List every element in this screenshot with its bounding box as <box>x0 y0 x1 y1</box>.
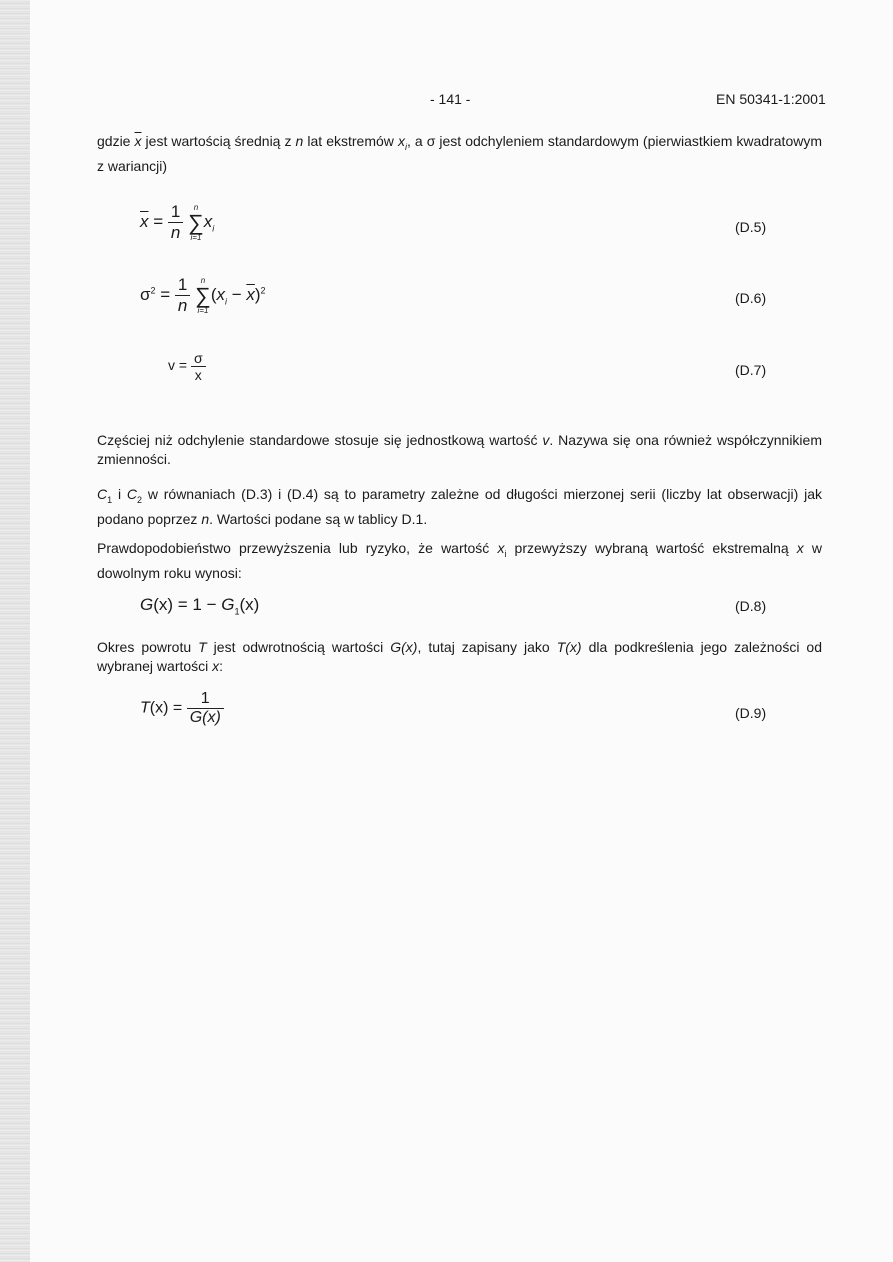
equation-label-d9: (D.9) <box>735 705 767 721</box>
equation-label-d5: (D.5) <box>735 219 767 235</box>
paragraph-3: $C_1$ i $C_2$ w równaniach (D.3) i (D.4) są to parametry zależne od długości mierzonej serii (liczby lat obserwacji) jak podano poprzez n. Wartości podane są w tablicy D.1. <box>97 486 822 527</box>
equation-label-d8: (D.8) <box>735 598 767 614</box>
equation-label-d6: (D.6) <box>735 290 767 306</box>
equation-d7: v = $\frac{\sigma}{x}$ <box>168 350 206 383</box>
equation-d8: $G(x) = 1 - G_1(x)$ <box>140 595 260 617</box>
equation-d9: T(x) = $\frac{1}{G(x)}$ <box>140 690 224 727</box>
equation-label-d7: (D.7) <box>735 362 767 378</box>
paragraph-1: gdzie $\overline{x}$ jest wartością średnią z n lat ekstremów $x_i$, a σ jest odchyleniem standardowym (pierwiastkiem kwadratowym z wariancji) <box>97 133 823 174</box>
equation-d6: $\sigma^2$ = $\frac{1}{n}$ n ∑ i=1 $(x_i - \overline{x})^2$ <box>140 275 266 315</box>
paragraph-5: Okres powrotu T jest odwrotnością wartości G(x), tutaj zapisany jako T(x) dla podkreślenia jego zależności od wybranej wartości x: <box>97 639 822 674</box>
standard-code: EN 50341-1:2001 <box>716 91 826 107</box>
equation-d5: $\overline{x}$ = $\frac{1}{n}$ n ∑ i=1 $x_i$ <box>140 202 215 242</box>
paragraph-2: Częściej niż odchylenie standardowe stosuje się jednostkową wartość v. Nazywa się ona również współczynnikiem zmienności. <box>97 432 822 467</box>
page-number: - 141 - <box>430 91 471 107</box>
paragraph-4: Prawdopodobieństwo przewyższenia lub ryzyko, że wartość $x_i$ przewyższy wybraną wartość ekstremalną x w dowolnym roku wynosi: <box>97 540 823 581</box>
scan-edge <box>0 0 30 1262</box>
